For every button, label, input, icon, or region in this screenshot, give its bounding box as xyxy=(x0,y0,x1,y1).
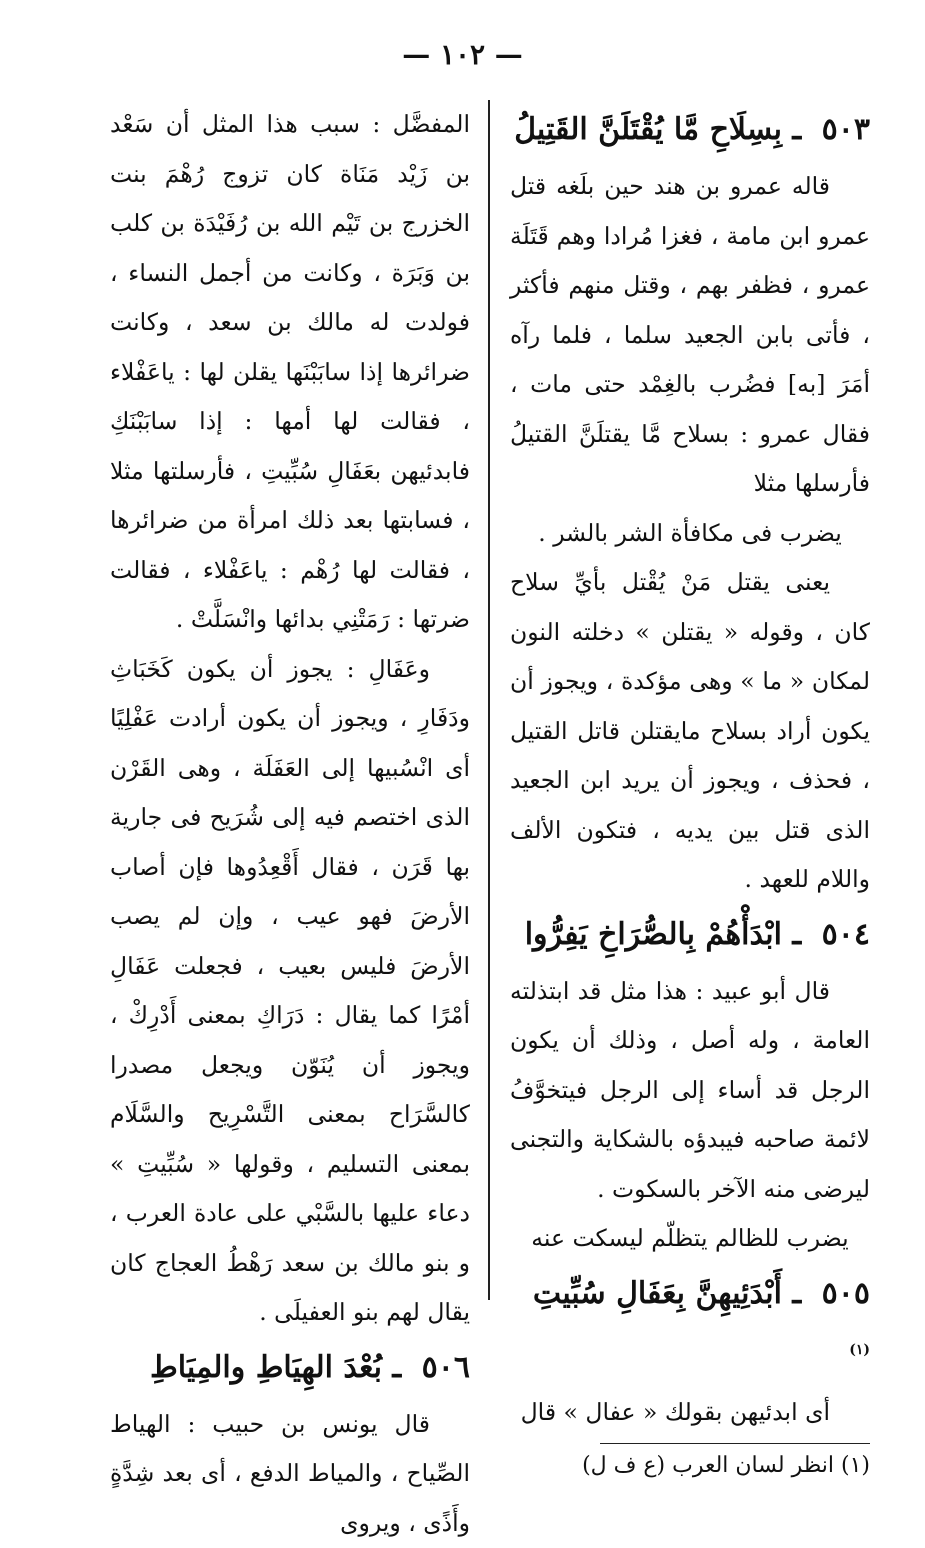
page-number: — ١٠٢ — xyxy=(0,38,925,71)
entry-503-explanation: يعنى يقتل مَنْ يُقْتل بأيِّ سلاح كان ، وقوله « يقتلن » دخلته النون لمكان « ما » وهى مؤكدة ، ويجوز أن يكون أراد بسلاح مايقتلن قاتل القتيل ، فحذف ، ويجوز أن يريد ابن الجعيد الذى قتل بين يديه ، فتكون الألف واللام للعهد . xyxy=(510,558,870,905)
left-paragraph-1: المفضَّل : سبب هذا المثل أن سَعْد بن زَيْد مَنَاة كان تزوج رُهْمَ بنت الخزرج بن تَيْم الله بن رُفَيْدَة بن كلب بن وَبَرَة ، وكانت من أجمل النساء ، فولدت له مالك بن سعد ، وكانت ضرائرها إذا سابَبْنَها يقلن لها : ياعَفْلاء ، فقالت لها أمها : إذا سابَبْنَكِ فابدئيهن بعَفَالِ سُبِّيتِ ، فأرسلتها مثلا ، فسابتها بعد ذلك امرأة من ضرائرها ، فقالت لها رُهْم : ياعَفْلاء ، فقالت ضرتها : رَمَتْنِي بدائها وانْسَلَّتْ . xyxy=(110,100,470,645)
entry-503-usage: يضرب فى مكافأة الشر بالشر . xyxy=(510,509,870,559)
entry-506-title: ٥٠٦ ـ بُعْدَ الهِيَاطِ والمِيَاطِ xyxy=(110,1340,470,1396)
footnote-rule xyxy=(600,1443,870,1444)
entry-504-title: ٥٠٤ ـ ابْدَأْهُمْ بِالصُّرَاخِ يَفِرُّوا xyxy=(510,907,870,963)
entry-505-number: ٥٠٥ xyxy=(822,1276,870,1311)
entry-506-heading: بُعْدَ الهِيَاطِ والمِيَاطِ xyxy=(150,1350,382,1385)
entry-505-heading: أَبْدَئِيهِنَّ بِعَفَالِ سُبِّيتِ xyxy=(533,1276,782,1311)
right-column xyxy=(510,100,870,1486)
entry-503-number: ٥٠٣ xyxy=(822,112,870,147)
entry-506-paragraph: قال يونس بن حبيب : الهياط الصِّياح ، والمياط الدفع ، أى بعد شِدَّةٍ وأَذًى ، ويروى xyxy=(110,1400,470,1548)
entry-505-paragraph: أى ابدئيهن بقولك « عفال » قال xyxy=(510,1388,870,1438)
entry-504-heading: ابْدَأْهُمْ بِالصُّرَاخِ يَفِرُّوا xyxy=(525,917,782,952)
column-divider xyxy=(488,100,490,1300)
entry-504-number: ٥٠٤ xyxy=(822,917,870,952)
entry-504-paragraph: قال أبو عبيد : هذا مثل قد ابتذلته العامة ، وله أصل ، وذلك أن يكون الرجل قد أساء إلى الرجل فيتخوَّفُ لائمة صاحبه فيبدؤه بالشكاية والتجنى ليرضى منه الآخر بالسكوت . xyxy=(510,967,870,1215)
entry-503-title: ٥٠٣ ـ بِسِلَاحِ مَّا يُقْتَلَنَّ القَتِيلُ xyxy=(510,102,870,158)
entry-506-number: ٥٠٦ xyxy=(422,1350,470,1385)
left-paragraph-2: وعَفَالِ : يجوز أن يكون كَخَبَاثِ ودَفَارِ ، ويجوز أن يكون أرادت عَفْلِيًا أى انْسُبيها إلى العَفَلَة ، وهى القَرْن الذى اختصم فيه إلى شُرَيح فى جارية بها قَرَن ، فقال أَقْعِدُوها فإن أصاب الأرضَ فهو عيب ، وإن لم يصب الأرضَ فليس بعيب ، فجعلت عَفَالِ أمْرًا كما يقال : دَرَاكِ بمعنى أَدْرِكْ ، ويجوز أن يُنَوّن ويجعل مصدرا كالسَّرَاح بمعنى التَّسْرِيح والسَّلَام بمعنى التسليم ، وقولها « سُبِّيتِ » دعاء عليها بالسَّبْي على عادة العرب ، و بنو مالك بن سعد رَهْطُ العجاج كان يقال لهم بنو العفيلَى . xyxy=(110,645,470,1338)
entry-505-title: ٥٠٥ ـ أَبْدَئِيهِنَّ بِعَفَالِ سُبِّيتِ $^{(١)}$ xyxy=(510,1266,870,1384)
entry-503-heading: بِسِلَاحِ مَّا يُقْتَلَنَّ القَتِيلُ xyxy=(514,112,782,147)
entry-504-usage: يضرب للظالم يتظلّم ليسكت عنه xyxy=(510,1214,870,1264)
left-column xyxy=(110,100,470,1548)
entry-503-paragraph: قاله عمرو بن هند حين بلَغه قتل عمرو ابن مامة ، فغزا مُرادا وهم قَتَلَة عمرو ، فظفر بهم ، وقتل منهم فأكثر ، فأتى بابن الجعيد سلما ، فلما رآه أمَرَ [به] فضُرب بالغِمْد حتى مات ، فقال عمرو : بسلاح مَّا يقتلَنَّ القتيلُ فأرسلها مثلا xyxy=(510,162,870,509)
footnote-mark: (١) xyxy=(849,1342,870,1358)
footnote: (١) انظر لسان العرب (ع ف ل) xyxy=(510,1446,870,1486)
